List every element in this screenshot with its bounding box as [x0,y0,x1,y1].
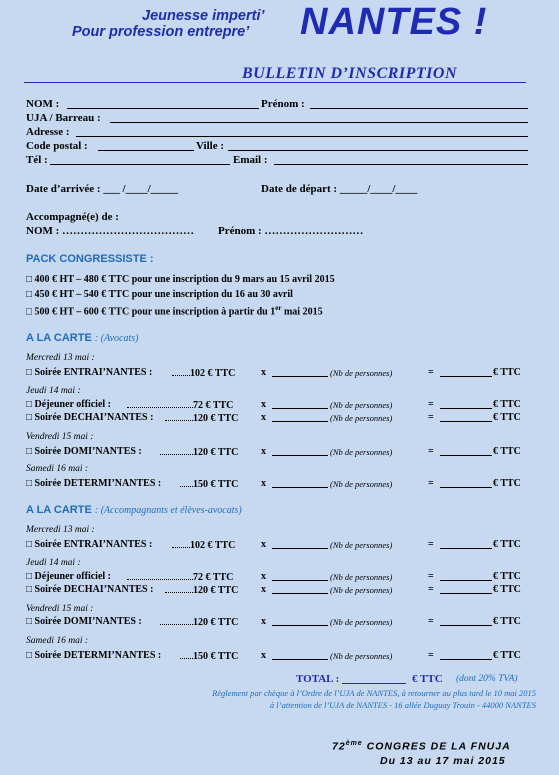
amount-field[interactable] [440,376,492,377]
footer-congres: 72ème CONGRES DE LA FNUJA [332,740,511,753]
ttc: € TTC [493,367,521,378]
pack-option-1[interactable]: □ 400 € HT – 480 € TTC pour une inscription du 9 mars au 15 avril 2015 [26,274,335,285]
pack-title: PACK CONGRESSISTE : [26,253,154,265]
nb-personnes: (Nb de personnes) [330,540,393,550]
nb-personnes: (Nb de personnes) [330,413,393,423]
amount-field[interactable] [440,421,492,422]
ttc: € TTC [493,399,521,410]
ttc: € TTC [493,412,521,423]
carte-accompagnants-title: A LA CARTE : (Accompagnants et élèves-avocats) [26,504,242,516]
times: x [261,399,266,410]
price-determi: 150 € TTC [180,650,238,662]
date-depart[interactable]: Date de départ : _____/____/____ [261,183,418,195]
times: x [261,571,266,582]
equals: = [428,650,434,661]
day-13: Mercredi 13 mai : [26,525,95,535]
item-domi[interactable]: □ Soirée DOMI’NANTES : [26,446,142,457]
price-dejeuner: 72 € TTC [127,399,233,411]
adresse-field[interactable] [76,136,528,137]
footer-dates: Du 13 au 17 mai 2015 [380,755,506,767]
prenom-label: Prénom : [261,98,305,110]
total-label: TOTAL : [296,673,340,685]
price-dechai: 120 € TTC [165,584,238,596]
accompagne-prenom[interactable]: Prénom : ……………………… [218,225,364,237]
nom-label: NOM : [26,98,60,110]
carte-avocats-title: A LA CARTE : (Avocats) [26,332,139,344]
payment-note-2: à l’attention de l’UJA de NANTES - 16 allée Duguay Trouin - 44000 NANTES [269,700,536,710]
item-domi[interactable]: □ Soirée DOMI’NANTES : [26,616,142,627]
item-dechai[interactable]: □ Soirée DECHAI’NANTES : [26,412,154,423]
ttc: € TTC [493,478,521,489]
item-dechai[interactable]: □ Soirée DECHAI’NANTES : [26,584,154,595]
qty-field[interactable] [272,421,328,422]
amount-field[interactable] [440,593,492,594]
code-postal-field[interactable] [98,150,194,151]
qty-field[interactable] [272,487,328,488]
prenom-field[interactable] [310,108,528,109]
day-13: Mercredi 13 mai : [26,353,95,363]
times: x [261,616,266,627]
tel-field[interactable] [50,164,230,165]
price-dejeuner: 72 € TTC [127,571,233,583]
ville-label: Ville : [196,140,224,152]
qty-field[interactable] [272,455,328,456]
item-determi[interactable]: □ Soirée DETERMI’NANTES : [26,478,162,489]
equals: = [428,478,434,489]
total-ttc: € TTC [412,673,443,685]
nb-personnes: (Nb de personnes) [330,400,393,410]
price-domi: 120 € TTC [160,616,238,628]
accompagne-nom[interactable]: NOM : ……………………………… [26,225,195,237]
accompagne-label: Accompagné(e) de : [26,211,119,223]
amount-field[interactable] [440,408,492,409]
times: x [261,650,266,661]
day-16: Samedi 16 mai : [26,636,89,646]
item-entrai[interactable]: □ Soirée ENTRAI’NANTES : [26,539,153,550]
ttc: € TTC [493,571,521,582]
qty-field[interactable] [272,376,328,377]
day-16: Samedi 16 mai : [26,464,89,474]
qty-field[interactable] [272,625,328,626]
amount-field[interactable] [440,580,492,581]
page-title: BULLETIN D’INSCRIPTION [242,65,458,82]
qty-field[interactable] [272,408,328,409]
pack-option-3[interactable]: □ 500 € HT – 600 € TTC pour une inscription à partir du 1er mai 2015 [26,304,323,318]
times: x [261,539,266,550]
times: x [261,478,266,489]
uja-field[interactable] [110,122,528,123]
amount-field[interactable] [440,659,492,660]
day-14: Jeudi 14 mai : [26,558,81,568]
times: x [261,446,266,457]
nb-personnes: (Nb de personnes) [330,585,393,595]
amount-field[interactable] [440,455,492,456]
nb-personnes: (Nb de personnes) [330,572,393,582]
tel-label: Tél : [26,154,48,166]
equals: = [428,412,434,423]
qty-field[interactable] [272,580,328,581]
equals: = [428,399,434,410]
ttc: € TTC [493,539,521,550]
price-domi: 120 € TTC [160,446,238,458]
ttc: € TTC [493,446,521,457]
header-tagline-1: Jeunesse imperti’ [142,8,265,24]
equals: = [428,367,434,378]
item-entrai[interactable]: □ Soirée ENTRAI’NANTES : [26,367,153,378]
times: x [261,367,266,378]
ttc: € TTC [493,584,521,595]
item-determi[interactable]: □ Soirée DETERMI’NANTES : [26,650,162,661]
equals: = [428,616,434,627]
adresse-label: Adresse : [26,126,70,138]
times: x [261,412,266,423]
equals: = [428,584,434,595]
item-dejeuner[interactable]: □ Déjeuner officiel : [26,399,111,410]
times: x [261,584,266,595]
code-postal-label: Code postal : [26,140,88,152]
nb-personnes: (Nb de personnes) [330,617,393,627]
pack-option-2[interactable]: □ 450 € HT – 540 € TTC pour une inscription du 16 au 30 avril [26,289,293,300]
amount-field[interactable] [440,487,492,488]
item-dejeuner[interactable]: □ Déjeuner officiel : [26,571,111,582]
amount-field[interactable] [440,625,492,626]
ttc: € TTC [493,616,521,627]
payment-note-1: Règlement par chèque à l’Ordre de l’UJA de NANTES, à retourner au plus tard le 10 mai 2015 [212,688,536,698]
day-15: Vendredi 15 mai : [26,432,94,442]
nb-personnes: (Nb de personnes) [330,479,393,489]
day-14: Jeudi 14 mai : [26,386,81,396]
price-dechai: 120 € TTC [165,412,238,424]
equals: = [428,571,434,582]
date-arrivee[interactable]: Date d’arrivée : ___ /____/_____ [26,183,179,195]
price-determi: 150 € TTC [180,478,238,490]
price-entrai: 102 € TTC [172,539,235,551]
day-15: Vendredi 15 mai : [26,604,94,614]
nb-personnes: (Nb de personnes) [330,447,393,457]
price-entrai: 102 € TTC [172,367,235,379]
nom-field[interactable] [67,108,259,109]
uja-label: UJA / Barreau : [26,112,101,124]
qty-field[interactable] [272,593,328,594]
amount-field[interactable] [440,548,492,549]
header-tagline-2: Pour profession entrepre’ [72,24,250,40]
ttc: € TTC [493,650,521,661]
nb-personnes: (Nb de personnes) [330,651,393,661]
qty-field[interactable] [272,659,328,660]
qty-field[interactable] [272,548,328,549]
equals: = [428,446,434,457]
ville-field[interactable] [228,150,528,151]
email-field[interactable] [274,164,528,165]
email-label: Email : [233,154,268,166]
total-tva: (dont 20% TVA) [456,674,518,684]
total-field[interactable] [342,683,406,684]
header-nantes: NANTES ! [300,1,488,43]
equals: = [428,539,434,550]
nb-personnes: (Nb de personnes) [330,368,393,378]
